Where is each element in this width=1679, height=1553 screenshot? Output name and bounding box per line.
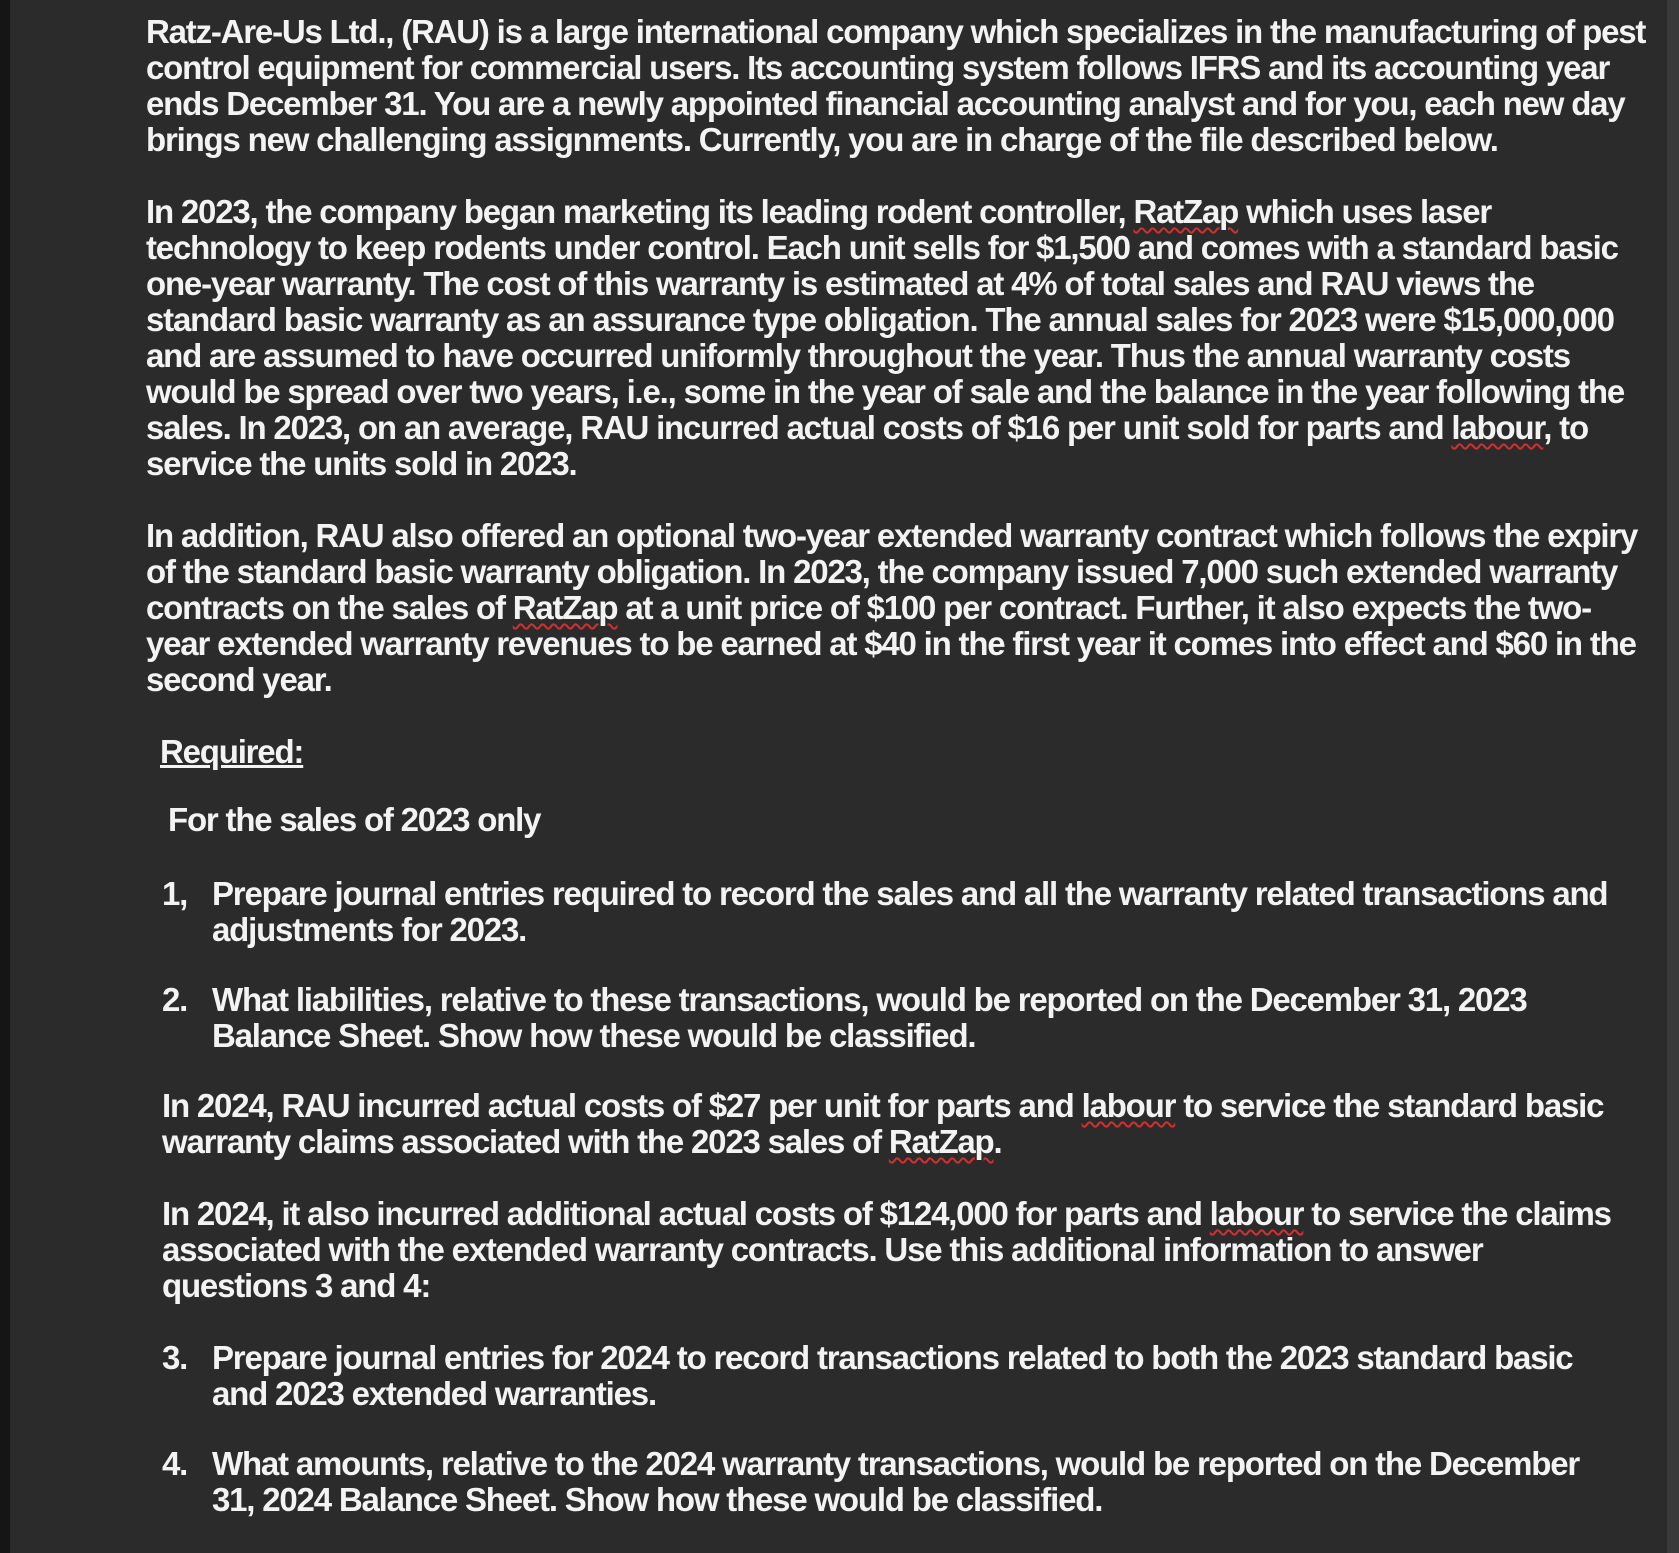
question-3-number: 3. (162, 1339, 188, 1376)
question-2-text: What liabilities, relative to these transactions, would be reported on the December 31, 2023 Balance Sheet. Show how these would be classified. (212, 981, 1527, 1054)
ratzap-paragraph-text-b: which uses laser technology to keep rodents under control. Each unit sells for $1,500 and comes with a standard basic one-year warranty. The cost of this warranty is estimated at 4% of total sales and RAU views the standard basic warranty as an assurance type obligation. The annual sales for 2023 were $15,000,000 and are assumed to have occurred uniformly throughout the year. Thus the annual warranty costs would be spread over two years, i.e., some in the year of sale and the balance in the year following the sales. In 2023, on an average, RAU incurred actual costs of $16 per unit sold for parts and (146, 193, 1624, 446)
document-body (146, 14, 1651, 1552)
additional-costs-paragraph (146, 1196, 1651, 1304)
ratzap-paragraph-text-a: In 2023, the company began marketing its leading rodent controller, (146, 193, 1134, 230)
question-3-text: Prepare journal entries for 2024 to record transactions related to both the 2023 standard basic and 2023 extended warranties. (212, 1339, 1573, 1412)
question-1-number: 1, (162, 875, 188, 912)
question-1 (146, 876, 1651, 948)
question-4 (146, 1446, 1651, 1518)
required-heading: Required: (160, 733, 304, 770)
screen-left-edge (0, 0, 10, 1553)
question-3 (146, 1340, 1651, 1412)
ratzap-paragraph-text-c: , to service the units sold in 2023. (146, 409, 1588, 482)
question-2 (146, 982, 1651, 1054)
question-4-number: 4. (162, 1445, 188, 1482)
costs-2024-text-b: to service the standard basic warranty claims associated with the 2023 sales of (162, 1087, 1604, 1160)
spellcheck-word-labour: labour (1451, 409, 1544, 446)
screen-right-edge (1667, 0, 1679, 1553)
additional-costs-text-b: to service the claims associated with the extended warranty contracts. Use this additional information to answer questions 3 and 4: (162, 1195, 1611, 1304)
extended-warranty-text-a: In addition, RAU also offered an optional two-year extended warranty contract which follows the expiry of the standard basic warranty obligation. In 2023, the company issued 7,000 such extended warranty contracts on the sales of (146, 517, 1638, 626)
spellcheck-word-ratzap: RatZap (512, 589, 618, 626)
sales-2023-subheading: For the sales of 2023 only (168, 801, 541, 838)
extended-warranty-paragraph (146, 518, 1651, 698)
costs-2024-text-a: In 2024, RAU incurred actual costs of $27 per unit for parts and (162, 1087, 1082, 1124)
costs-2024-text-c: . (993, 1123, 1002, 1160)
extended-warranty-text-b: at a unit price of $100 per contract. Further, it also expects the two-year extended warranty revenues to be earned at $40 in the first year it comes into effect and $60 in the second year. (146, 589, 1636, 698)
question-4-text: What amounts, relative to the 2024 warranty transactions, would be reported on the December 31, 2024 Balance Sheet. Show how these would be classified. (212, 1445, 1579, 1518)
question-1-text: Prepare journal entries required to record the sales and all the warranty related transactions and adjustments for 2023. (212, 875, 1608, 948)
question-2-number: 2. (162, 981, 188, 1018)
additional-costs-text-a: In 2024, it also incurred additional actual costs of $124,000 for parts and (162, 1195, 1210, 1232)
spellcheck-word-labour: labour (1081, 1087, 1176, 1124)
spellcheck-word-ratzap: RatZap (1133, 193, 1239, 230)
spellcheck-word-labour: labour (1209, 1195, 1304, 1232)
spellcheck-word-ratzap: RatZap (888, 1123, 994, 1160)
ratzap-paragraph (146, 194, 1651, 482)
intro-paragraph: Ratz-Are-Us Ltd., (RAU) is a large international company which specializes in the manufacturing of pest control equipment for commercial users. Its accounting system follows IFRS and its accounting year ends December 31. You are a newly appointed financial accounting analyst and for you, each new day brings new challenging assignments. Currently, you are in charge of the file described below. (146, 13, 1646, 158)
costs-2024-paragraph (146, 1088, 1651, 1160)
